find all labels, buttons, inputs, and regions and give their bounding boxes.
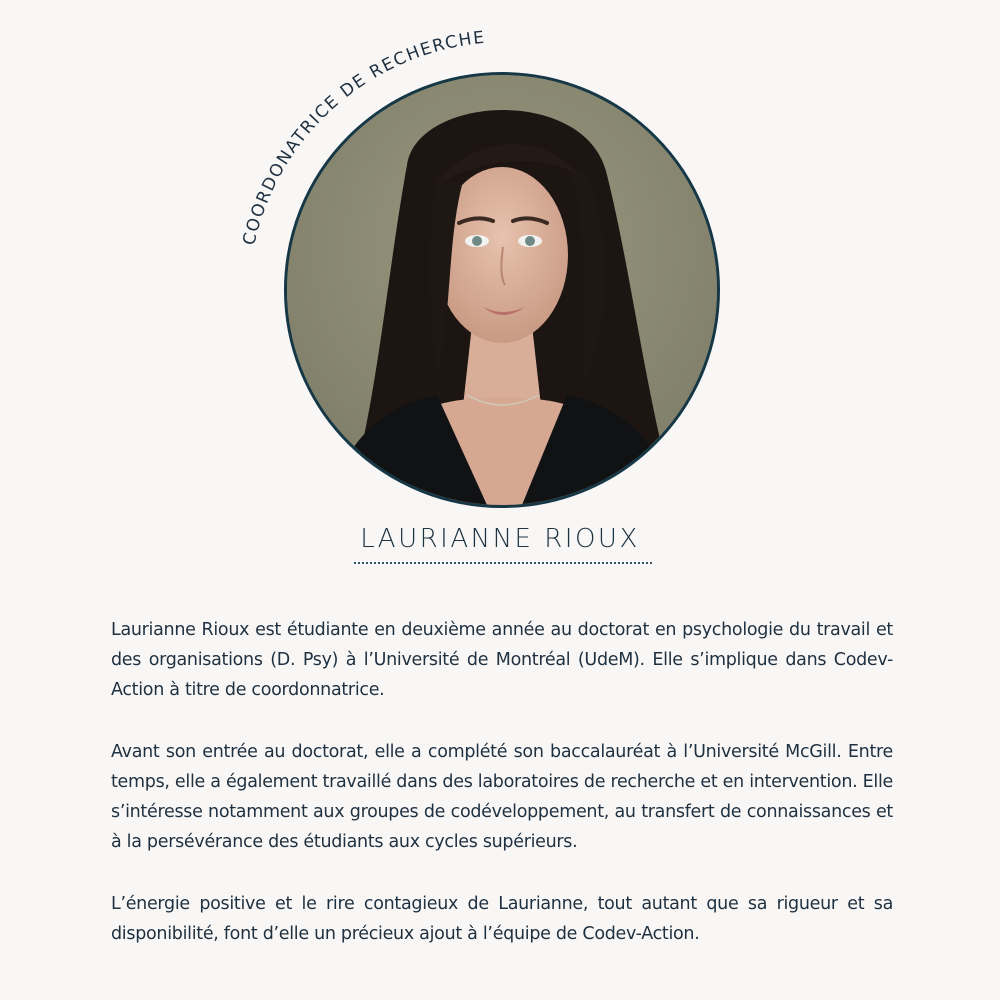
name-underline [354, 562, 652, 564]
person-name: LAURIANNE RIOUX [360, 524, 640, 554]
bio-paragraph-1: Laurianne Rioux est étudiante en deuxième année au doctorat en psychologie du travail et des organisations (D. Psy) à l’Université de Montréal (UdeM). Elle s’implique dans Codev-Action à titre de coordonnatrice. [111, 620, 893, 700]
bio-section [111, 615, 893, 981]
portrait-photo [284, 72, 720, 508]
arc-title-text: COORDONATRICE DE RECHERCHE [239, 27, 487, 248]
bio-paragraph-3: L’énergie positive et le rire contagieux de Laurianne, tout autant que sa rigueur et sa disponibilité, font d’elle un précieux ajout à l’équipe de Codev-Action. [111, 894, 893, 944]
portrait-illustration [287, 75, 717, 505]
bio-paragraph-2: Avant son entrée au doctorat, elle a complété son baccalauréat à l’Université McGill. Entre temps, elle a également travaillé dans des laboratoires de recherche et en intervention. Elle s’intéresse notamment aux groupes de codéveloppement, au transfert de connaissances et à la persévérance des étudiants aux cycles supérieurs. [111, 742, 893, 852]
